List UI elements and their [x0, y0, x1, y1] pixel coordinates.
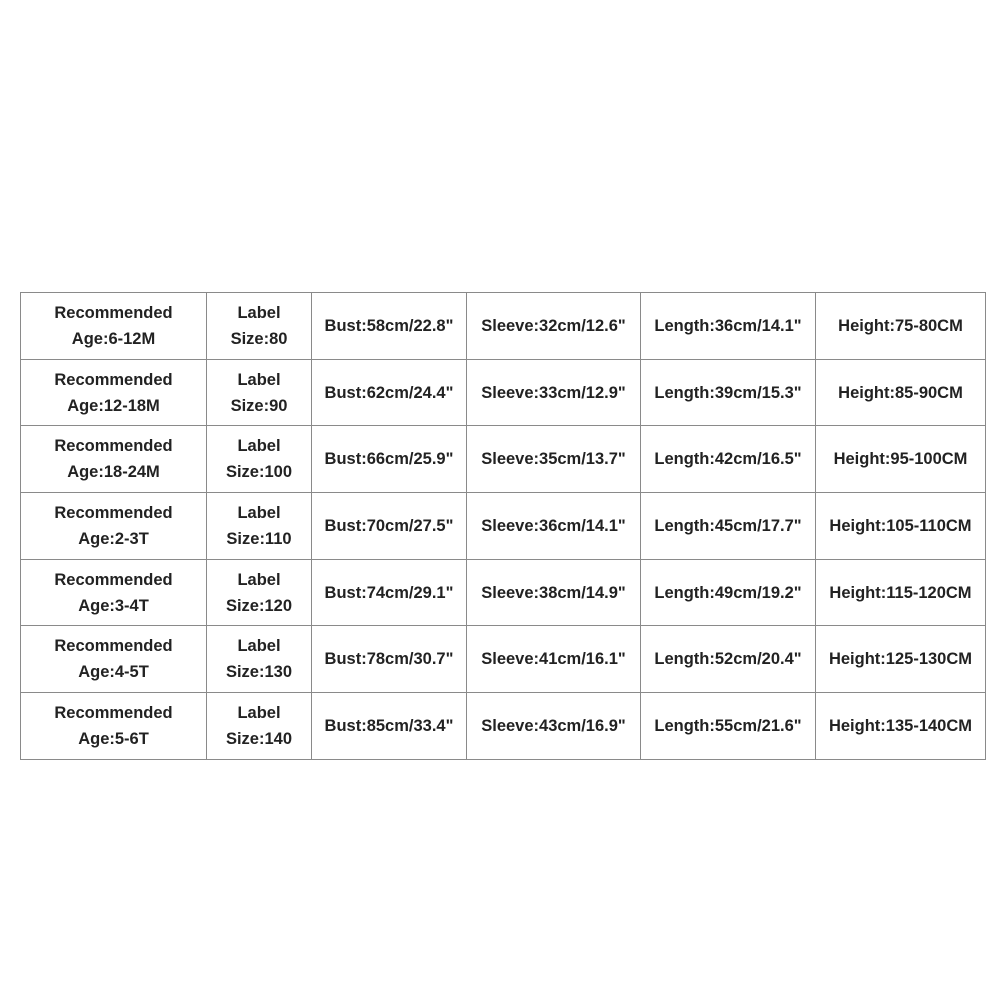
- label-size-value: Size:120: [225, 596, 293, 615]
- age-heading: Recommended: [54, 437, 173, 456]
- sleeve-cell: Sleeve:43cm/16.9": [467, 693, 641, 760]
- sleeve-cell: Sleeve:36cm/14.1": [467, 493, 641, 560]
- sleeve-cell: Sleeve:35cm/13.7": [467, 426, 641, 493]
- length-cell: Length:49cm/19.2": [641, 559, 816, 626]
- age-heading: Recommended: [54, 303, 173, 322]
- label-heading: Label: [237, 637, 281, 656]
- age-heading: Recommended: [54, 503, 173, 522]
- bust-cell: Bust:85cm/33.4": [312, 693, 467, 760]
- label-size-value: Size:130: [225, 663, 293, 682]
- age-heading: Recommended: [54, 703, 173, 722]
- table-row: [21, 626, 986, 693]
- age-value: Age:18-24M: [67, 463, 160, 482]
- height-cell: Height:125-130CM: [816, 626, 986, 693]
- sleeve-cell: Sleeve:38cm/14.9": [467, 559, 641, 626]
- label-size-value: Size:100: [225, 463, 293, 482]
- height-cell: Height:115-120CM: [816, 559, 986, 626]
- label-size-cell: [207, 693, 312, 760]
- height-cell: Height:105-110CM: [816, 493, 986, 560]
- length-cell: Length:39cm/15.3": [641, 359, 816, 426]
- table-row: [21, 359, 986, 426]
- label-size-value: Size:140: [225, 729, 293, 748]
- age-value: Age:4-5T: [78, 663, 149, 682]
- table-row: [21, 559, 986, 626]
- table-row: [21, 493, 986, 560]
- height-cell: Height:85-90CM: [816, 359, 986, 426]
- bust-cell: Bust:78cm/30.7": [312, 626, 467, 693]
- table-row: [21, 426, 986, 493]
- age-cell: [21, 426, 207, 493]
- length-cell: Length:45cm/17.7": [641, 493, 816, 560]
- label-size-value: Size:110: [226, 529, 292, 548]
- table-row: [21, 293, 986, 360]
- table-row: [21, 693, 986, 760]
- label-size-cell: [207, 359, 312, 426]
- height-cell: Height:135-140CM: [816, 693, 986, 760]
- label-size-cell: [207, 293, 312, 360]
- age-cell: [21, 693, 207, 760]
- label-heading: Label: [237, 570, 281, 589]
- age-value: Age:3-4T: [78, 596, 149, 615]
- label-heading: Label: [237, 703, 281, 722]
- length-cell: Length:42cm/16.5": [641, 426, 816, 493]
- bust-cell: Bust:62cm/24.4": [312, 359, 467, 426]
- height-cell: Height:95-100CM: [816, 426, 986, 493]
- label-heading: Label: [237, 370, 281, 389]
- length-cell: Length:52cm/20.4": [641, 626, 816, 693]
- age-heading: Recommended: [54, 370, 173, 389]
- bust-cell: Bust:70cm/27.5": [312, 493, 467, 560]
- label-size-cell: [207, 426, 312, 493]
- length-cell: Length:36cm/14.1": [641, 293, 816, 360]
- bust-cell: Bust:74cm/29.1": [312, 559, 467, 626]
- age-heading: Recommended: [54, 637, 173, 656]
- label-size-cell: [207, 559, 312, 626]
- age-cell: [21, 359, 207, 426]
- age-value: Age:5-6T: [78, 729, 149, 748]
- label-heading: Label: [237, 437, 281, 456]
- label-size-value: Size:90: [230, 396, 288, 415]
- age-value: Age:6-12M: [71, 329, 156, 348]
- age-value: Age:2-3T: [78, 529, 149, 548]
- age-cell: [21, 559, 207, 626]
- label-heading: Label: [237, 503, 281, 522]
- height-cell: Height:75-80CM: [816, 293, 986, 360]
- label-heading: Label: [237, 303, 281, 322]
- sleeve-cell: Sleeve:33cm/12.9": [467, 359, 641, 426]
- length-cell: Length:55cm/21.6": [641, 693, 816, 760]
- bust-cell: Bust:66cm/25.9": [312, 426, 467, 493]
- age-cell: [21, 493, 207, 560]
- sleeve-cell: Sleeve:41cm/16.1": [467, 626, 641, 693]
- age-cell: [21, 626, 207, 693]
- age-cell: [21, 293, 207, 360]
- bust-cell: Bust:58cm/22.8": [312, 293, 467, 360]
- label-size-value: Size:80: [230, 329, 288, 348]
- label-size-cell: [207, 493, 312, 560]
- age-heading: Recommended: [54, 570, 173, 589]
- sleeve-cell: Sleeve:32cm/12.6": [467, 293, 641, 360]
- size-chart-table: [20, 292, 986, 760]
- label-size-cell: [207, 626, 312, 693]
- age-value: Age:12-18M: [67, 396, 160, 415]
